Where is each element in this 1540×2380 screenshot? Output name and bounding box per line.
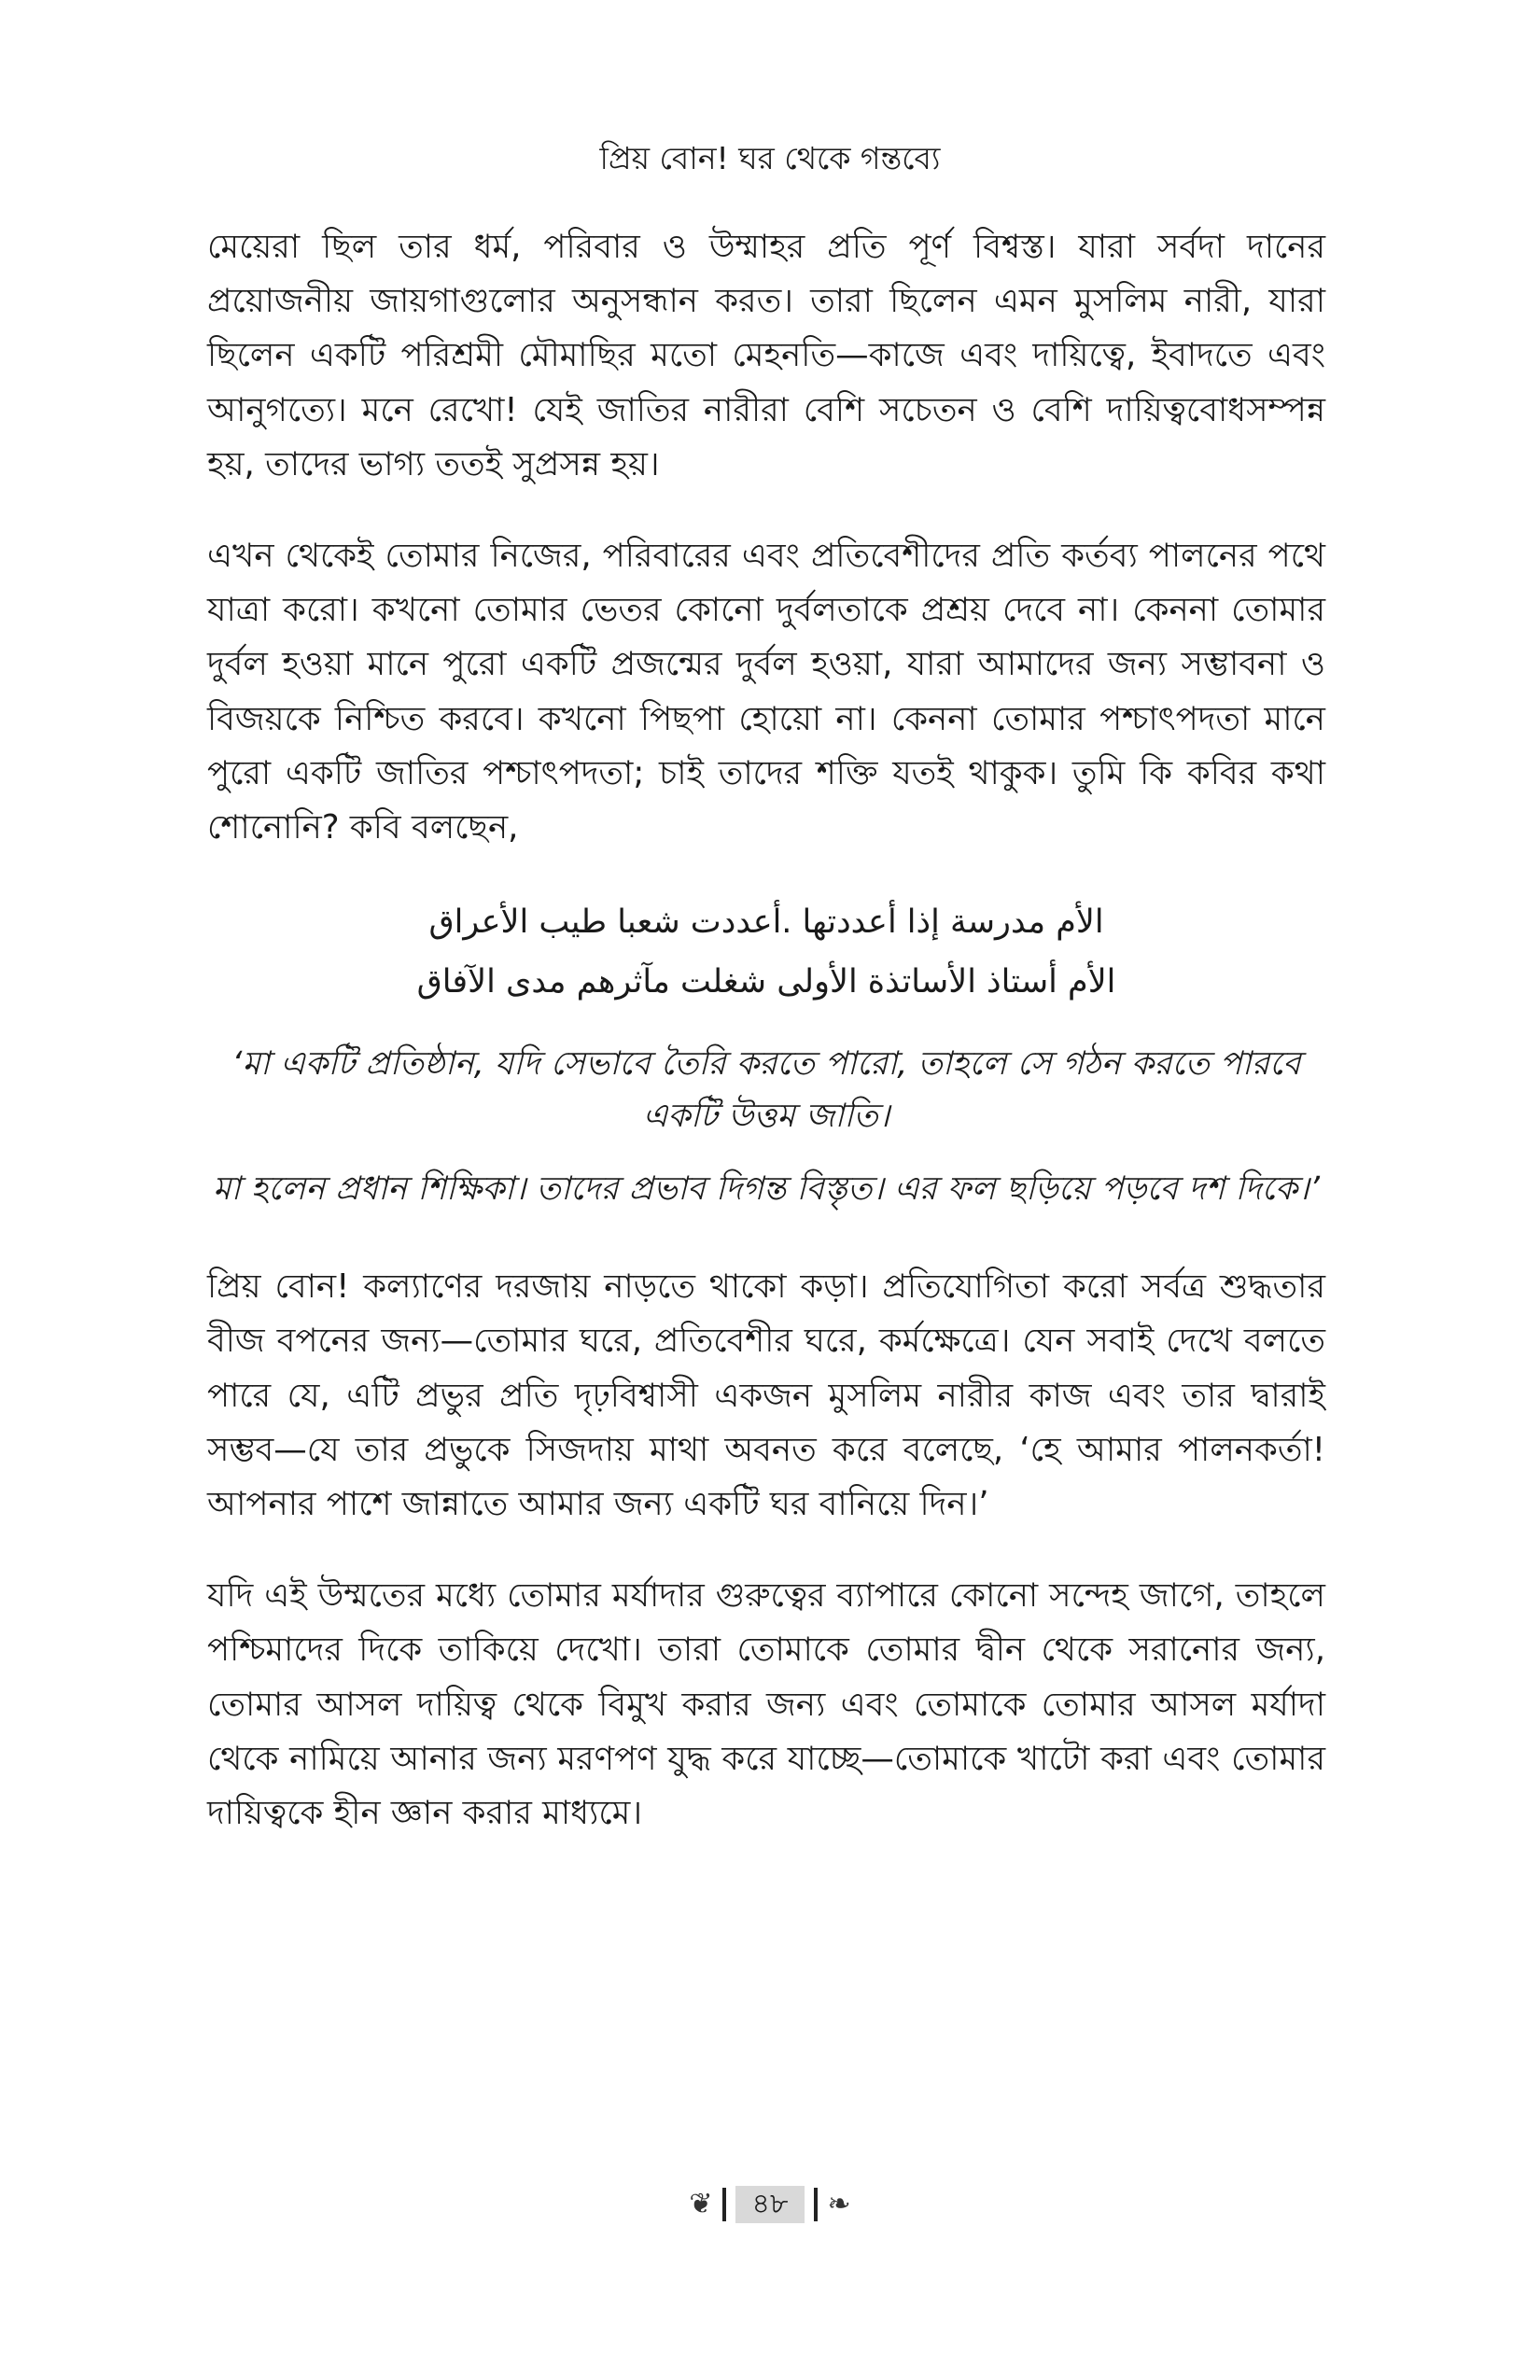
page-body	[207, 220, 1325, 1878]
arabic-poem	[207, 892, 1325, 1012]
paragraph-2: এখন থেকেই তোমার নিজের, পরিবারের এবং প্রতিবেশীদের প্রতি কর্তব্য পালনের পথে যাত্রা করো। কখনো তোমার ভেতর কোনো দুর্বলতাকে প্রশ্রয় দেবে না। কেননা তোমার দুর্বল হওয়া মানে পুরো একটি প্রজন্মের দুর্বল হওয়া, যারা আমাদের জন্য সম্ভাবনা ও বিজয়কে নিশ্চিত করবে। কখনো পিছপা হোয়ো না। কেননা তোমার পশ্চাৎপদতা মানে পুরো একটি জাতির পশ্চাৎপদতা; চাই তাদের শক্তি যতই থাকুক। তুমি কি কবির কথা শোনোনি? কবি বলছেন,	[207, 537, 1325, 847]
running-header: প্রিয় বোন! ঘর থেকে গন্তব্যে	[599, 140, 941, 176]
page-number: ৪৮	[735, 2186, 805, 2223]
arabic-verse-2: الأم أستاذ الأساتذة الأولى شغلت مآثرهم مدى الآفاق	[416, 963, 1116, 1001]
divider-bar-right	[814, 2188, 818, 2221]
poem-translation-2: মা হলেন প্রধান শিক্ষিকা। তাদের প্রভাব দিগন্ত বিস্তৃত। এর ফল ছড়িয়ে পড়বে দশ দিকে।’	[213, 1170, 1320, 1209]
ornament-right-icon: ❧	[827, 2188, 851, 2220]
divider-bar-left	[722, 2188, 726, 2221]
arabic-verse-1: الأم مدرسة إذا أعددتها .أعددت شعبا طيب الأعراق	[428, 903, 1104, 942]
ornament-left-icon: ❦	[689, 2188, 713, 2220]
paragraph-1: মেয়েরা ছিল তার ধর্ম, পরিবার ও উম্মাহর প্রতি পূর্ণ বিশ্বস্ত। যারা সর্বদা দানের প্রয়োজনীয় জায়গাগুলোর অনুসন্ধান করত। তারা ছিলেন এমন মুসলিম নারী, যারা ছিলেন একটি পরিশ্রমী মৌমাছির মতো মেহনতি—কাজে এবং দায়িত্বে, ইবাদতে এবং আনুগত্যে। মনে রেখো! যেই জাতির নারীরা বেশি সচেতন ও বেশি দায়িত্ববোধসম্পন্ন হয়, তাদের ভাগ্য ততই সুপ্রসন্ন হয়।	[207, 228, 1325, 483]
poem-translation-1: ‘মা একটি প্রতিষ্ঠান, যদি সেভাবে তৈরি করতে পারো, তাহলে সে গঠন করতে পারবে একটি উত্তম জাতি।	[231, 1045, 1301, 1136]
page-footer	[0, 2186, 1540, 2223]
paragraph-4: যদি এই উম্মতের মধ্যে তোমার মর্যাদার গুরুত্বের ব্যাপারে কোনো সন্দেহ জাগে, তাহলে পশ্চিমাদের দিকে তাকিয়ে দেখো। তারা তোমাকে তোমার দ্বীন থেকে সরানোর জন্য, তোমার আসল দায়িত্ব থেকে বিমুখ করার জন্য এবং তোমাকে তোমার আসল মর্যাদা থেকে নামিয়ে আনার জন্য মরণপণ যুদ্ধ করে যাচ্ছে—তোমাকে খাটো করা এবং তোমার দায়িত্বকে হীন জ্ঞান করার মাধ্যমে।	[207, 1576, 1325, 1833]
paragraph-3: প্রিয় বোন! কল্যাণের দরজায় নাড়তে থাকো কড়া। প্রতিযোগিতা করো সর্বত্র শুদ্ধতার বীজ বপনের জন্য—তোমার ঘরে, প্রতিবেশীর ঘরে, কর্মক্ষেত্রে। যেন সবাই দেখে বলতে পারে যে, এটি প্রভুর প্রতি দৃঢ়বিশ্বাসী একজন মুসলিম নারীর কাজ এবং তার দ্বারাই সম্ভব—যে তার প্রভুকে সিজদায় মাথা অবনত করে বলেছে, ‘হে আমার পালনকর্তা! আপনার পাশে জান্নাতে আমার জন্য একটি ঘর বানিয়ে দিন।’	[207, 1267, 1325, 1524]
